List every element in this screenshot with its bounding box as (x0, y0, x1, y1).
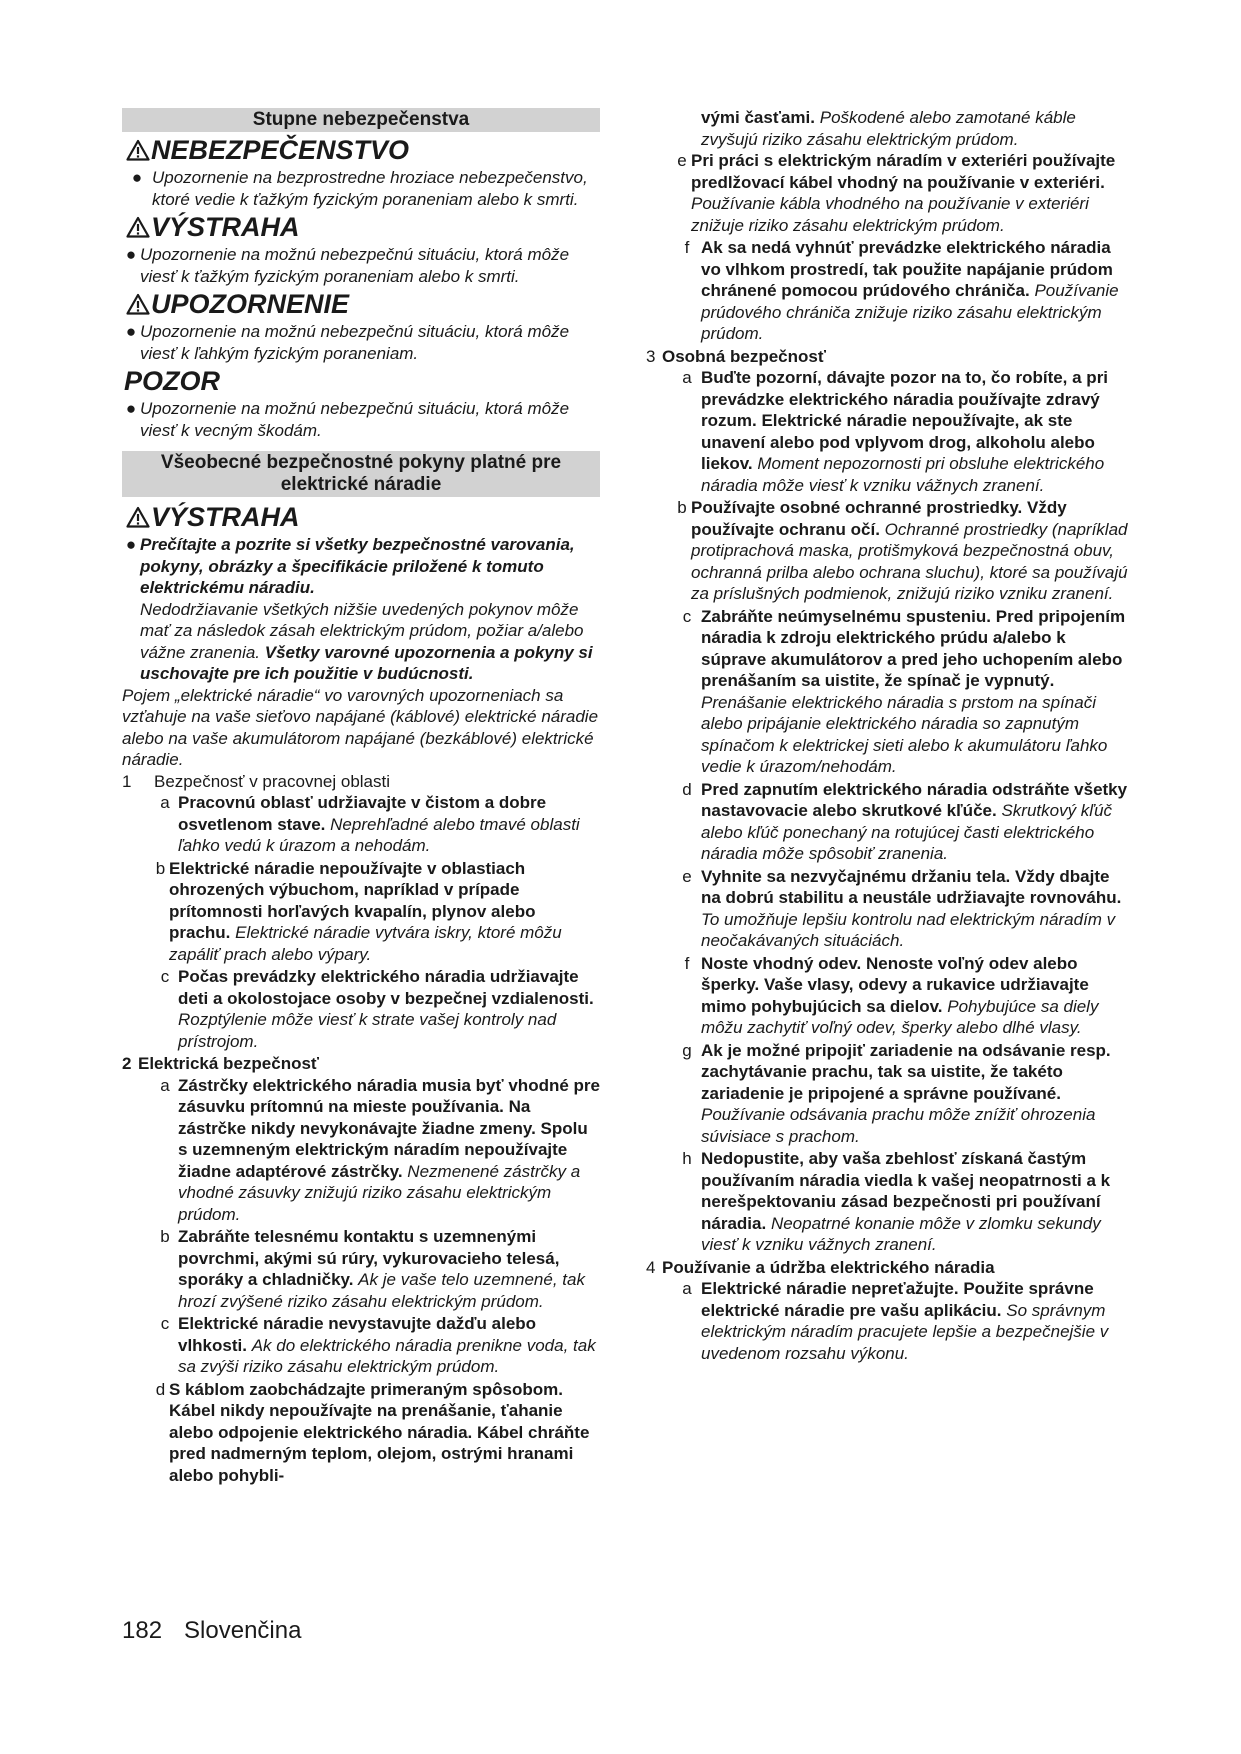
caution-signal-word: UPOZORNENIE (126, 287, 600, 321)
power-tool-term-definition: Pojem „elektrické náradie“ vo varovných upozorneniach sa vzťahuje na vaše sieťovo napájané (káblové) elektrické náradie alebo na vaše akumulátorom napájané (bezkáblové) elektrické náradie. (122, 685, 599, 769)
page-number: 182 (122, 1617, 163, 1644)
section-1-item-b: b Elektrické náradie nepoužívajte v oblastiach ohrozených výbuchom, napríklad v prípade prítomnosti horľavých kvapalín, plynov alebo prachu. Elektrické náradie vytvára iskry, ktoré môžu zapáliť prach alebo výpary. (155, 858, 562, 964)
left-column (122, 108, 600, 1487)
right-column (646, 108, 1131, 1365)
section-1-title: 1 Bezpečnosť v pracovnej oblasti (122, 771, 391, 791)
section-3-item-c: c Zabráňte neúmyselnému spusteniu. Pred pripojením náradia k zdroju elektrického prúdu a/alebo k súprave akumulátorov a pred jeho uchopením alebo prenášaním sa uistite, že spínač je vypnutý. Prenášanie elektrického náradia s prstom na spínači alebo pripájanie elektrického náradia so zapnutým spínačom k elektrickej sieti alebo k akumulátoru ľahko vedie k úrazom/nehodám. (682, 606, 1126, 776)
section-2-item-a: a Zástrčky elektrického náradia musia byť vhodné pre zásuvku prítomnú na mieste používania. Na zástrčke nikdy nevykonávajte žiadne zmeny. Spolu s uzemneným elektrickým náradím nepoužívajte žiadne adaptérové zástrčky. Nezmenené zástrčky a vhodné zásuvky znižujú riziko zásahu elektrickým prúdom. (160, 1075, 600, 1224)
bullet-icon: ● (125, 322, 137, 341)
section-4-item-a: a Elektrické náradie nepreťažujte. Použite správne elektrické náradie pre vašu aplikáciu. So správnym elektrickým náradím pracujete lepšie a bezpečnejšie v uvedenom rozsahu výkonu. (682, 1279, 1109, 1363)
footer-language: Slovenčina (184, 1617, 302, 1644)
bullet-icon: ● (125, 399, 137, 418)
bullet-icon: ● (131, 168, 143, 187)
section-2-item-d-continued: vými časťami. Poškodené alebo zamotané káble zvyšujú riziko zásahu elektrickým prúdom. (701, 108, 1076, 149)
section-3-title: 3 Osobná bezpečnosť (646, 346, 827, 366)
warning-triangle-icon (126, 506, 150, 528)
bullet-icon: ● (125, 535, 137, 554)
caution-description: ● Upozornenie na možnú nebezpečnú situáciu, ktorá môže viesť k ľahkým fyzickým poraneniam. (122, 321, 600, 364)
section-2-title: 2 Elektrická bezpečnosť (122, 1054, 320, 1073)
warning-triangle-icon (126, 293, 150, 315)
notice-description: ● Upozornenie na možnú nebezpečnú situáciu, ktorá môže viesť k vecným škodám. (122, 398, 600, 441)
danger-description: ● Upozornenie na bezprostredne hroziace nebezpečenstvo, ktoré vedie k ťažkým fyzickým poraneniam alebo k smrti. (122, 167, 600, 210)
bullet-icon: ● (125, 245, 137, 264)
section-2-item-e: e Pri práci s elektrickým náradím v exteriéri používajte predlžovací kábel vhodný na používanie v exteriéri. Používanie kábla vhodného na používanie v exteriéri znižuje riziko zásahu elektrickým prúdom. (677, 151, 1116, 235)
section-3-item-g: g Ak je možné pripojiť zariadenie na odsávanie resp. zachytávanie prachu, tak sa uistite, že takéto zariadenie je pripojené a správne používané. Používanie odsávania prachu môže znížiť ohrozenia súvisiace s prachom. (682, 1040, 1111, 1146)
section-3-item-h: h Nedopustite, aby vaša zbehlosť získaná častým používaním náradia viedla k vašej neopatrnosti a k nerešpektovaniu zásad bezpečnosti pri používaní náradia. Neopatrné konanie môže v zlomku sekundy viesť k vzniku vážnych zranení. (682, 1149, 1111, 1254)
hazard-levels-heading: Stupne nebezpečenstva (122, 108, 600, 132)
general-warning-signal-word: VÝSTRAHA (126, 500, 600, 534)
section-3-item-e: e Vyhnite sa nezvyčajnému držaniu tela. Vždy dbajte na dobrú stabilitu a neustále udržiavajte rovnováhu. To umožňuje lepšiu kontrolu nad elektrickým náradím v neočakávaných situáciách. (682, 866, 1122, 950)
keep-instructions-bold: Všetky varovné upozornenia a pokyny si uschovajte pre ich použitie v budúcnosti. (140, 642, 593, 683)
read-instructions-bullet (122, 534, 600, 685)
section-2-item-c: c Elektrické náradie nevystavujte dažďu alebo vlhkosti. Ak do elektrického náradia prenikne voda, tak sa zvýši riziko zásahu elektrickým prúdom. (160, 1314, 596, 1376)
section-2-item-f: f Ak sa nedá vyhnúť prevádzke elektrického náradia vo vlhkom prostredí, tak použite napájanie prúdom chránené pomocou prúdového chrániča. Používanie prúdového chrániča znižuje riziko zásahu elektrickým prúdom. (684, 238, 1119, 343)
section-4-title: 4 Používanie a údržba elektrického náradia (646, 1257, 995, 1277)
page-footer (122, 1616, 323, 1646)
danger-signal-word: NEBEZPEČENSTVO (126, 133, 600, 167)
warning-signal-word: VÝSTRAHA (126, 210, 600, 244)
section-3-item-f: f Noste vhodný odev. Nenoste voľný odev alebo šperky. Vaše vlasy, odevy a rukavice udržiavajte mimo pohybujúcich sa dielov. Pohybujúce sa diely môžu zachytiť voľný odev, šperky alebo dlhé vlasy. (684, 953, 1099, 1037)
warning-triangle-icon (126, 216, 150, 238)
read-instructions-consequence: Nedodržiavanie všetkých nižšie uvedených pokynov môže mať za následok zásah elektrickým prúdom, požiar a/alebo vážne zranenia. (140, 599, 584, 662)
warning-description: ● Upozornenie na možnú nebezpečnú situáciu, ktorá môže viesť k ťažkým fyzickým poraneniam alebo k smrti. (122, 244, 600, 287)
warning-triangle-icon (126, 139, 150, 161)
section-2-item-d: d S káblom zaobchádzajte primeraným spôsobom. Kábel nikdy nepoužívajte na prenášanie, ťahanie alebo odpojenie elektrického náradia. Kábel chráňte pred nadmerným teplom, olejom, ostrými hranami alebo pohybli- (155, 1379, 590, 1485)
section-3-item-a: a Buďte pozorní, dávajte pozor na to, čo robíte, a pri prevádzke elektrického náradia používajte zdravý rozum. Elektrické náradie nepoužívajte, ak ste unavení alebo pod vplyvom drog, alkoholu alebo liekov. Moment nepozornosti pri obsluhe elektrického náradia môže viesť k vzniku vážnych zranení. (682, 368, 1109, 495)
section-3-item-b: b Používajte osobné ochranné prostriedky. Vždy používajte ochranu očí. Ochranné prostriedky (napríklad protiprachová maska, protišmyková bezpečnostná obuv, ochranná prilba alebo ochrana sluchu), ktoré sa používajú za príslušných podmienok, znižujú riziko vzniku zranení. (677, 498, 1128, 603)
read-instructions-bold: Prečítajte a pozrite si všetky bezpečnostné varovania, pokyny, obrázky a špecifikácie priložené k tomuto elektrickému náradiu. (140, 535, 575, 597)
general-safety-heading: Všeobecné bezpečnostné pokyny platné pre elektrické náradie (122, 451, 600, 497)
section-1-item-a: a Pracovnú oblasť udržiavajte v čistom a dobre osvetlenom stave. Neprehľadné alebo tmavé oblasti ľahko vedú k úrazom a nehodám. (160, 793, 580, 855)
section-1-item-c: c Počas prevádzky elektrického náradia udržiavajte deti a okolostojace osoby v bezpečnej vzdialenosti. Rozptýlenie môže viesť k strate vašej kontroly nad prístrojom. (160, 967, 594, 1051)
section-2-item-b: b Zabráňte telesnému kontaktu s uzemnenými povrchmi, akými sú rúry, vykurovacieho telesá, sporáky a chladničky. Ak je vaše telo uzemnené, tak hrozí zvýšené riziko zásahu elektrickým prúdom. (160, 1227, 585, 1311)
notice-signal-word: POZOR (124, 366, 221, 396)
section-3-item-d: d Pred zapnutím elektrického náradia odstráňte všetky nastavovacie alebo skrutkové kľúče. Skrutkový kľúč alebo kľúč ponechaný na rotujúcej časti elektrického náradia môže spôsobiť zranenia. (682, 779, 1128, 863)
